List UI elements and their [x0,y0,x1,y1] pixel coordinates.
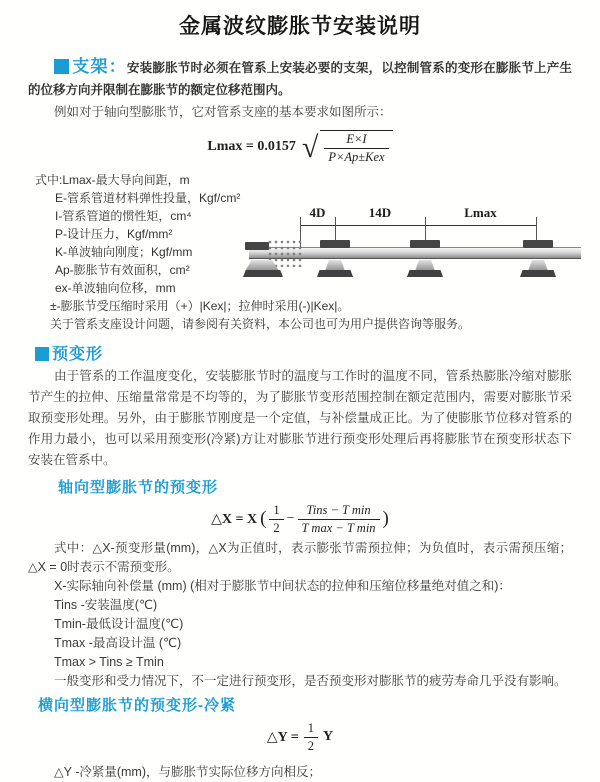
lmax-formula [0,125,600,169]
definition-line: K-单波轴向刚度；Kgf/mm [55,245,193,259]
support-section-heading: 支架： [72,57,127,76]
document-page [0,12,600,779]
support-clamp [523,240,553,248]
support-base [407,270,443,277]
half-numerator: 1 [304,721,318,737]
one-half-fraction [304,721,318,753]
open-paren: ( [260,508,267,529]
support-intro-text: 安装膨胀节时必须在管系上安装必要的支架，以控制管系的变形在膨胀节上产生的位移方向并限制在膨胀节的额定位移范围内。 [28,61,572,97]
lmax-formula-denominator: P×Ap±Kex [328,149,385,164]
definition-line: E-管系管道材料弹性投量，Kgf/cm² [55,191,241,205]
axial-note-line: Tmin-最低设计温度(℃) [54,617,184,631]
lmax-formula-lhs: Lmax = 0.0157 [207,139,296,154]
lmax-formula-fraction [324,132,388,164]
sqrt-radical-icon: √ [301,131,319,164]
definition-line: ex-单波轴向位移，mm [55,281,176,295]
section-bullet-icon [54,59,69,74]
temperature-numerator: Tins − T min [298,503,380,519]
axial-note-line: X-实际轴向补偿量 (mm) (相对于膨胀节中间状态的拉伸和压缩位移量绝对值之和)： [54,579,511,593]
lateral-note-line: △Y -冷紧量(mm)，与膨胀节实际位移方向相反； [54,765,322,779]
support-pedestal [325,260,345,271]
axial-formula-lhs: △X = X [211,511,258,527]
axial-predeform-formula [0,501,600,537]
support-example-line: 例如对于轴向型膨胀节，它对管系支座的基本要求如图所示： [54,105,392,119]
half-numerator: 1 [269,503,283,519]
axial-note-line: 一般变形和受力情况下，不一定进行预变形，是否预变形对膨胀节的疲劳寿命几乎没有影响。 [54,674,567,688]
one-half-fraction [269,503,283,535]
axial-note-line: Tins -安装温度(℃) [54,598,158,612]
close-paren: ) [382,508,389,529]
predeform-heading-text: 预变形 [52,346,104,363]
support-intro-paragraph [28,56,572,101]
section-bullet-icon [35,347,49,361]
anchor-clamp [245,242,269,250]
definition-line: P-设计压力，Kgf/mm² [55,227,173,241]
predeform-section-heading [35,341,600,364]
axial-note-line: 式中：△X-预变形量(mm)，△X为正值时，表示膨张节需预拉伸；为负值时，表示需预压缩；△X = 0时表示不需预变形。 [28,541,572,574]
lmax-formula-numerator: E×I [324,132,388,148]
page-title: 金属波纹膨胀节安装说明 [179,15,421,38]
support-clamp [410,240,440,248]
support-closing-line: 关于管系支座设计问题，请参阅有关资料，本公司也可为用户提供咨询等服务。 [50,317,471,331]
half-denominator: 2 [307,738,314,753]
axial-note-line: Tmax -最高设计温 (℃) [54,636,182,650]
predeform-paragraph: 由于管系的工作温度变化，安装膨胀节时的温度与工作时的温度不同，管系热膨胀冷缩对膨胀节产生的拉伸、压缩量常常是不均等的，为了膨胀节变形范围控制在额定范围内，需要对膨胀节采取预变形处理。另外，由于膨胀节刚度是一个定值，与补偿量成正比。为了使膨胀节位移对管系的作用力最小，也可以采用预变形(冷紧)方让对膨胀节进行预变形处理后再将膨胀节在预变形状态下安装在管系中。 [28,369,572,467]
anchor-base [243,270,283,277]
pipe-support-diagram [245,204,598,300]
temperature-fraction [298,503,380,535]
definition-line: ±-膨胀节受压缩时采用（+）|Kex|；拉伸时采用(-)|Kex|。 [50,299,350,313]
diagram-label-lmax: Lmax [464,205,497,220]
lateral-formula-lhs: △Y = [266,729,299,745]
support-pedestal [528,260,548,271]
diagram-label-14d: 14D [368,205,392,220]
support-clamp [320,240,350,248]
lateral-subheading: 横向型膨胀节的预变形-冷紧 [38,697,236,714]
axial-subheading: 轴向型膨胀节的预变形 [58,479,219,496]
lmax-formula-radicand [320,130,392,164]
definition-line: 式中:Lmax-最大导向间距，m [35,173,190,187]
support-pedestal [415,260,435,271]
support-base [317,270,353,277]
definition-line: Ap-膨胀节有效面积，cm² [55,263,190,277]
diagram-label-4d: 4D [309,205,326,220]
minus-sign: − [286,511,295,526]
lateral-formula-rhs: Y [322,729,334,744]
half-denominator: 2 [273,520,280,535]
support-base [520,270,556,277]
definition-line: I-管系管道的惯性矩，cm⁴ [55,209,192,223]
temperature-denominator: T max − T min [301,520,376,535]
lateral-coldtight-formula [0,721,600,753]
axial-note-line: Tmax > Tins ≥ Tmin [54,655,164,669]
